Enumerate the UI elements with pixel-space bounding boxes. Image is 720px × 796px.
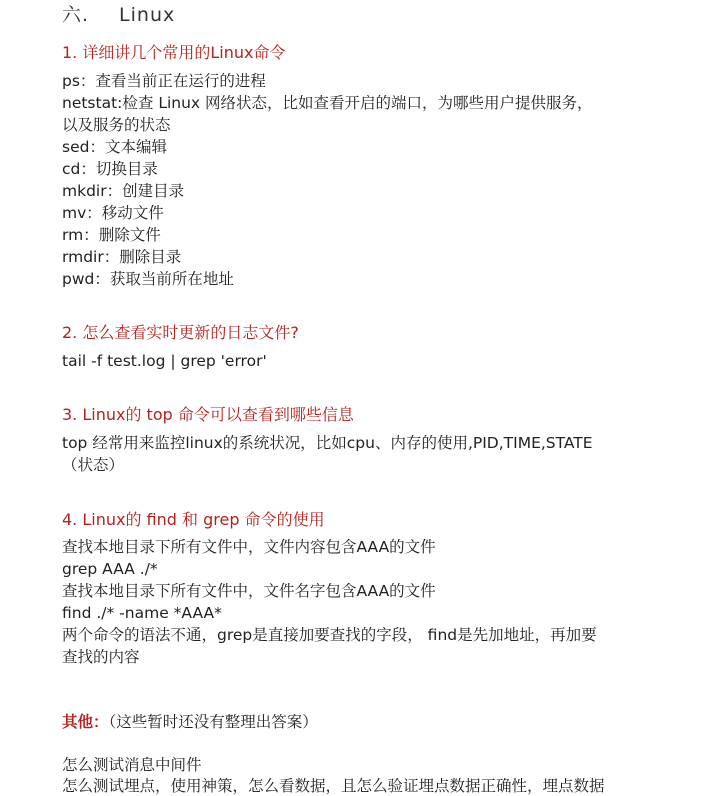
q4-line: 查找本地目录下所有文件中，文件名字包含AAA的文件 (62, 582, 436, 600)
q3-heading: 3. Linux的 top 命令可以查看到哪些信息 (62, 405, 354, 424)
q4-line: find ./* -name *AAA* (62, 604, 222, 622)
q4-line: 查找本地目录下所有文件中，文件内容包含AAA的文件 (62, 538, 436, 556)
q1-line: rm：删除文件 (62, 226, 161, 244)
q2-heading: 2. 怎么查看实时更新的日志文件? (62, 323, 299, 342)
q3-line: top 经常用来监控linux的系统状况，比如cpu、内存的使用,PID,TIME,STATE (62, 434, 593, 452)
q1-line: cd：切换目录 (62, 160, 158, 178)
q1-line: ps：查看当前正在运行的进程 (62, 72, 266, 90)
other-heading (62, 710, 318, 732)
q3-line: （状态） (62, 456, 125, 474)
q1-heading: 1. 详细讲几个常用的Linux命令 (62, 43, 286, 62)
q1-line: pwd：获取当前所在地址 (62, 270, 234, 288)
q4-line: grep AAA ./* (62, 560, 158, 578)
q4-line: 查找的内容 (62, 648, 140, 666)
other-line-cut: 怎么测试埋点，使用神策，怎么看数据，且怎么验证埋点数据正确性，埋点数据 (62, 777, 605, 795)
q1-line: sed：文本编辑 (62, 138, 167, 156)
q1-line: mv：移动文件 (62, 204, 164, 222)
section-number: 六. (62, 4, 90, 26)
other-label: 其他： (62, 713, 109, 731)
q1-line: 以及服务的状态 (62, 116, 171, 134)
section-title (62, 0, 175, 27)
q4-line: 两个命令的语法不通，grep是直接加要查找的字段， find是先加地址，再加要 (62, 626, 597, 644)
q1-line: rmdir：删除目录 (62, 248, 182, 266)
q1-line: mkdir：创建目录 (62, 182, 185, 200)
other-note: （这些暂时还没有整理出答案） (108, 713, 318, 731)
q2-line: tail -f test.log | grep 'error' (62, 352, 267, 370)
q1-line: netstat:检查 Linux 网络状态，比如查看开启的端口，为哪些用户提供服务， (62, 94, 593, 112)
other-line: 怎么测试消息中间件 (62, 756, 202, 774)
section-name: Linux (119, 4, 176, 26)
q4-heading: 4. Linux的 find 和 grep 命令的使用 (62, 510, 325, 529)
